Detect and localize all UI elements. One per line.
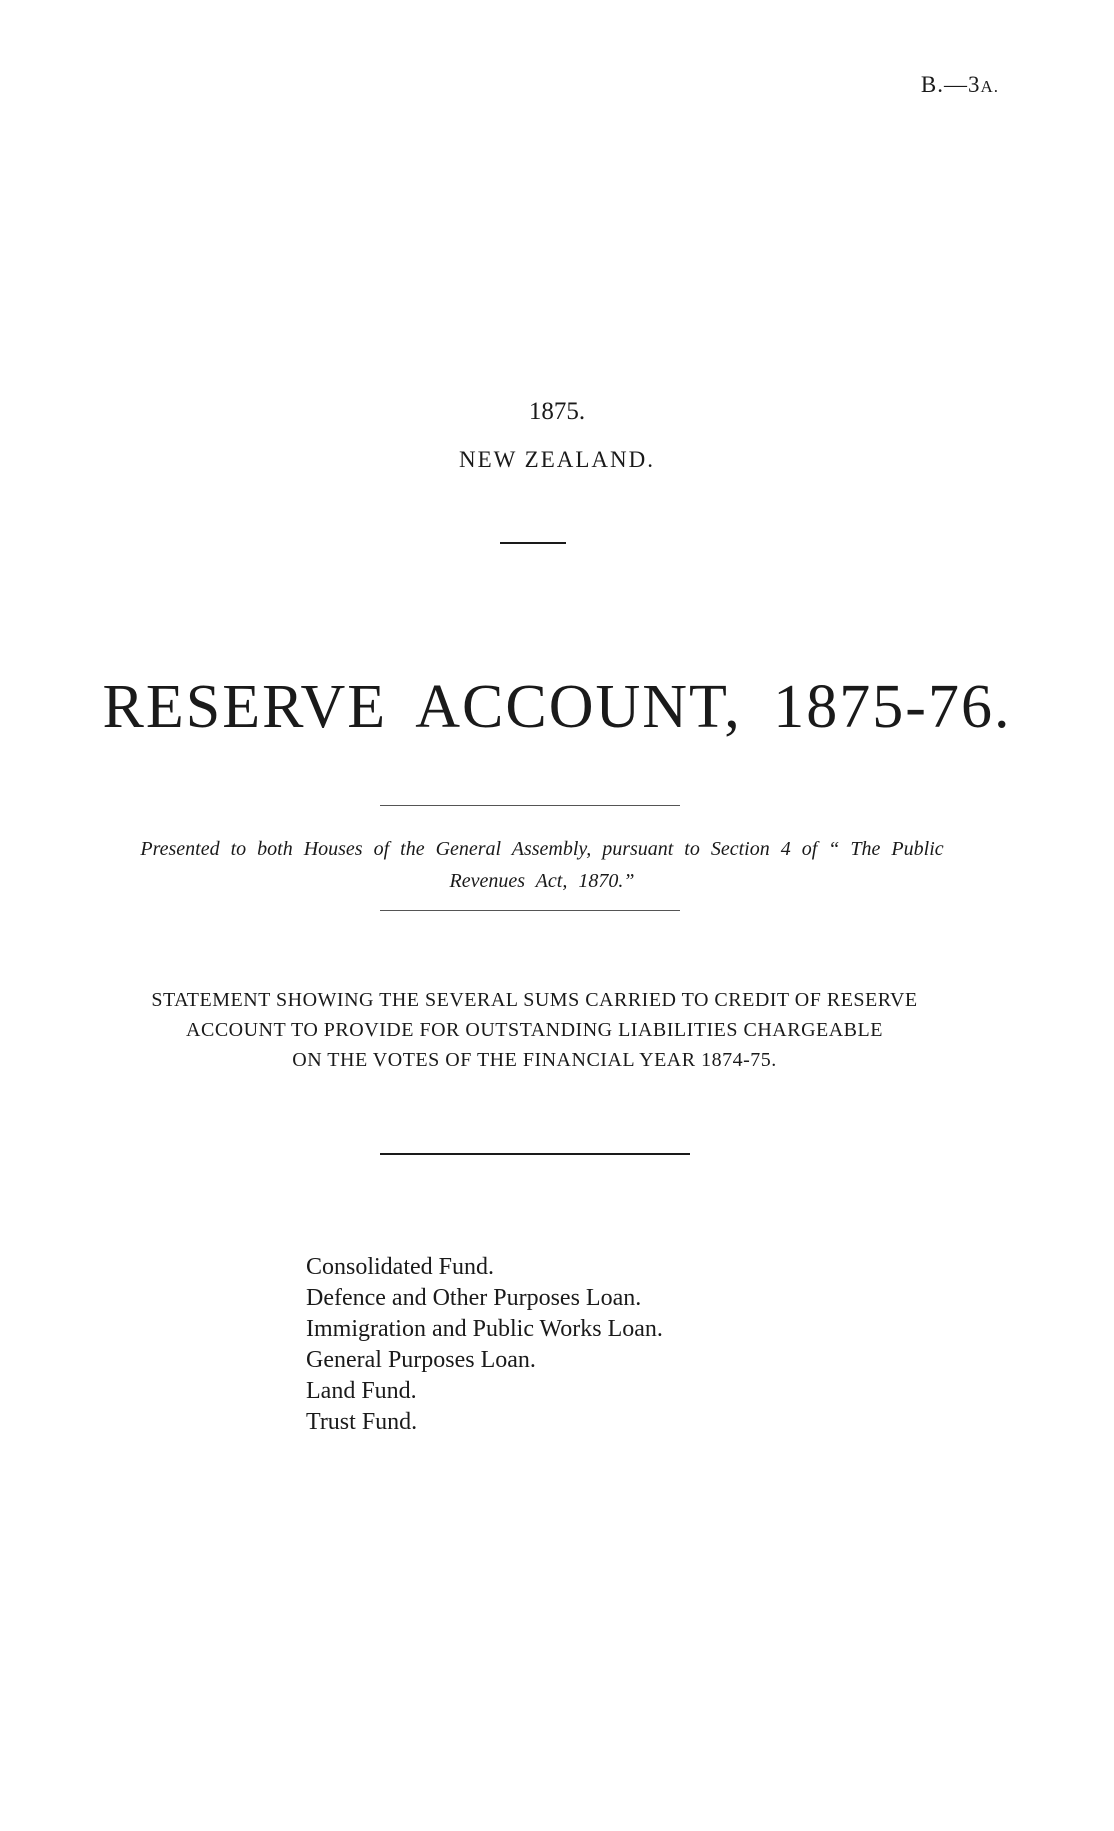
reference-code: B.—3 [920,72,981,97]
document-year: 1875. [528,398,586,425]
divider-above-presented [380,805,680,806]
short-divider [500,542,566,544]
page-title: RESERVE ACCOUNT, 1875-76. [102,673,1012,741]
presented-line-2: Revenues Act, 1870.” [449,870,635,892]
list-item: Trust Fund. [306,1409,418,1435]
list-item: Consolidated Fund. [306,1254,495,1280]
presented-note [110,833,974,897]
list-item: Immigration and Public Works Loan. [306,1316,663,1342]
statement-line-3: ON THE VOTES OF THE FINANCIAL YEAR 1874-75. [292,1049,777,1071]
fund-list [306,1252,663,1438]
list-item: Defence and Other Purposes Loan. [306,1285,642,1311]
statement-line-2: ACCOUNT TO PROVIDE FOR OUTSTANDING LIABILITIES CHARGEABLE [186,1019,883,1041]
divider-below-statement [380,1153,690,1155]
statement-line-1: STATEMENT SHOWING THE SEVERAL SUMS CARRIED TO CREDIT OF RESERVE [151,989,918,1011]
list-item: Land Fund. [306,1378,417,1404]
statement-heading [55,985,1014,1075]
document-reference [921,72,999,98]
document-country: NEW ZEALAND. [458,447,656,472]
reference-suffix: A. [980,77,999,96]
list-item: General Purposes Loan. [306,1347,536,1373]
divider-below-presented [380,910,680,911]
presented-line-1: Presented to both Houses of the General Assembly, pursuant to Section 4 of “ The Public [140,838,944,860]
